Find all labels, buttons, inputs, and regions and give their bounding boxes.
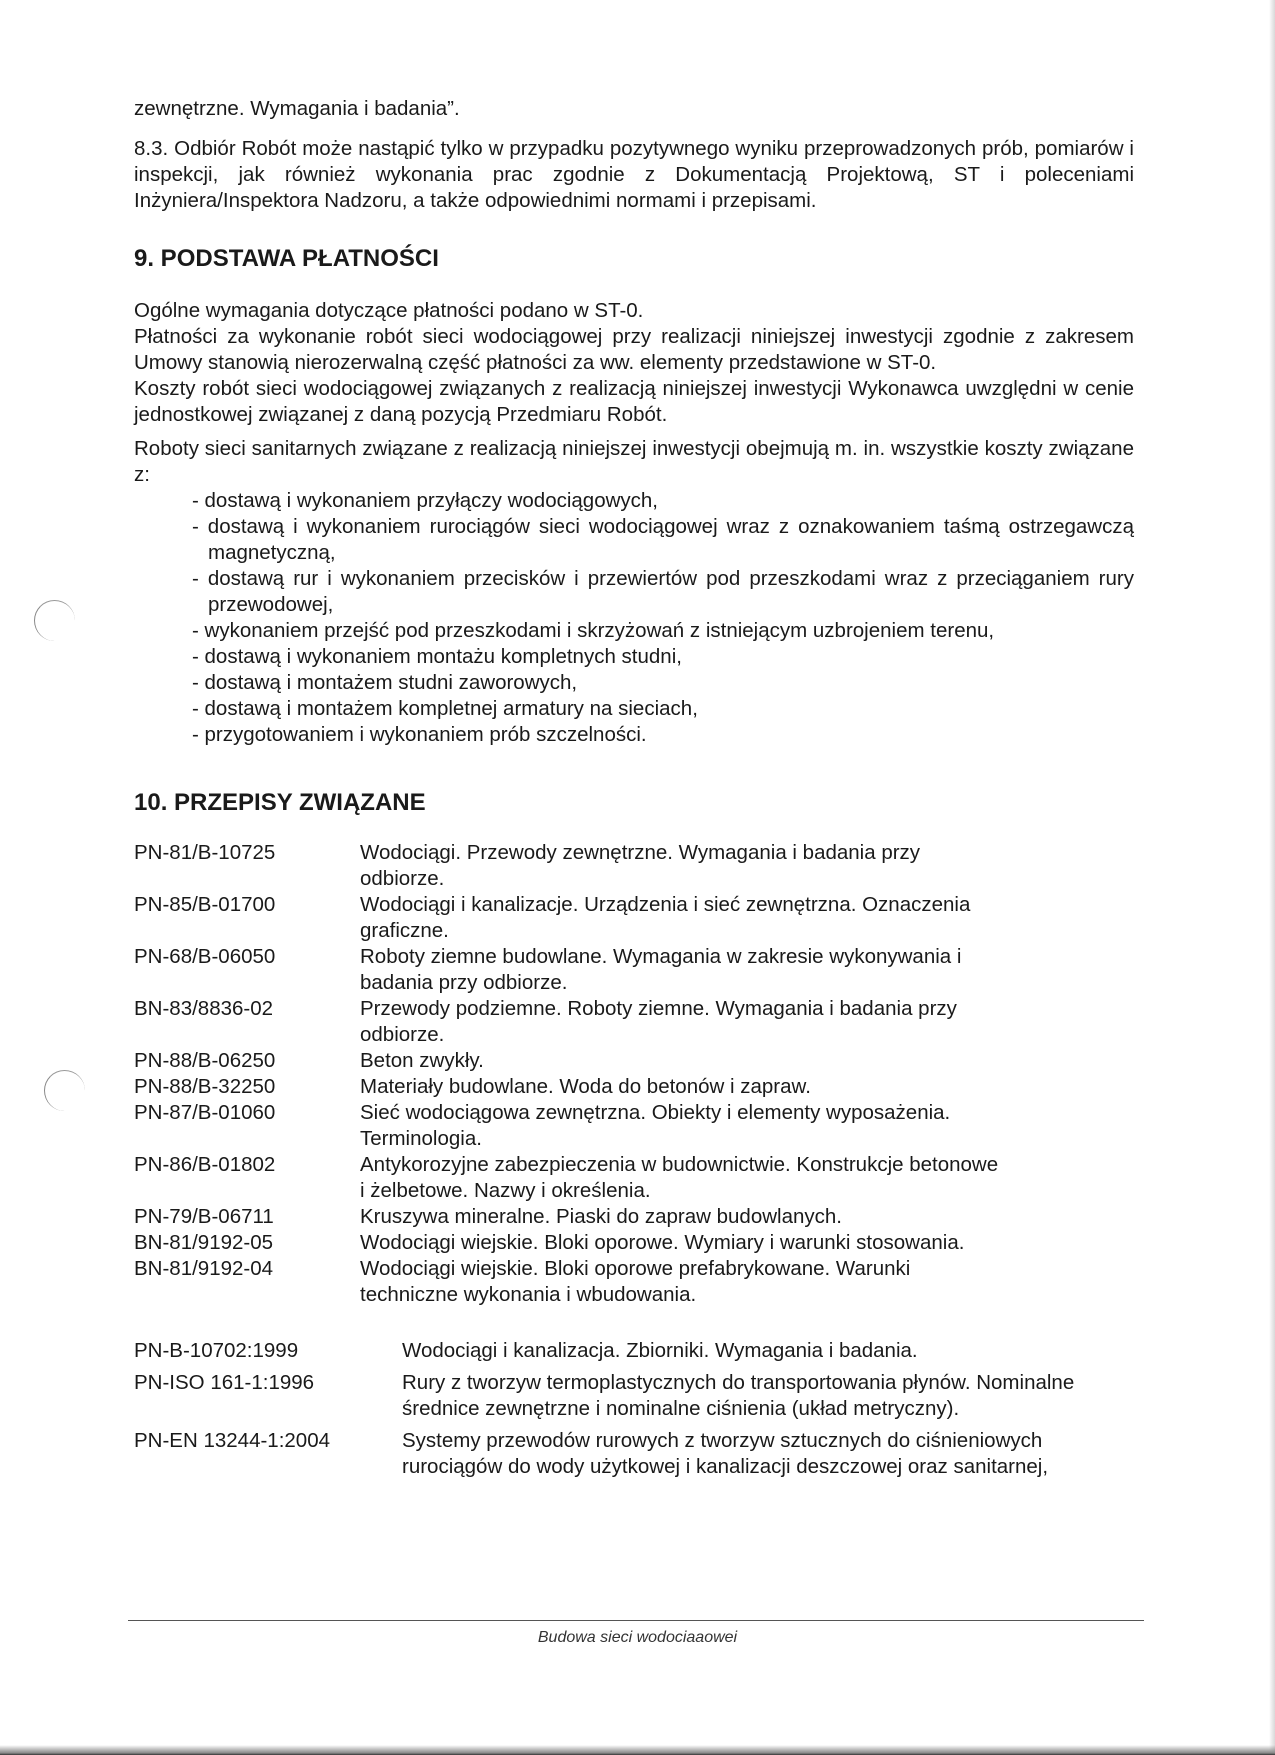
norm-row: [134, 1152, 1134, 1204]
norm-code: PN-79/B-06711: [134, 1205, 274, 1228]
norm-code: BN-81/9192-05: [134, 1231, 274, 1254]
footer-divider: [128, 1620, 1144, 1621]
norm-code: PN-B-10702:1999: [134, 1339, 299, 1362]
norm-description: Antykorozyjne zabezpieczenia w budownictwie. Konstrukcje betonowe i żelbetowe. Nazwy i określenia.: [360, 1153, 999, 1202]
norm-row: [134, 944, 1134, 996]
norm-description: Wodociągi i kanalizacja. Zbiorniki. Wymagania i badania.: [402, 1339, 918, 1362]
norm-row: [134, 1074, 1134, 1100]
punch-hole-mark: [44, 1070, 85, 1111]
section-10-heading: 10. PRZEPISY ZWIĄZANE: [134, 789, 426, 816]
norm-row: [134, 1230, 1134, 1256]
continued-text: zewnętrzne. Wymagania i badania”.: [134, 97, 460, 120]
section-9-paragraph-1: Ogólne wymagania dotyczące płatności podano w ST-0.: [134, 299, 644, 322]
norm-code: PN-EN 13244-1:2004: [134, 1429, 331, 1452]
paragraph-8-3: 8.3. Odbiór Robót może nastąpić tylko w przypadku pozytywnego wyniku przeprowadzonych prób, pomiarów i inspekcji, jak również wykonania prac zgodnie z Dokumentacją Projektową, ST i poleceniami Inżyniera/Inspektora Nadzoru, a także odpowiednimi normami i przepisami.: [134, 137, 1134, 212]
list-item: - przygotowaniem i wykonaniem prób szczelności.: [192, 723, 647, 746]
norm-row: [134, 1256, 1134, 1308]
page-footer: Budowa sieci wodociaaowei: [537, 1629, 738, 1646]
list-item: - dostawą i montażem studni zaworowych,: [192, 671, 578, 694]
norm-description: Sieć wodociągowa zewnętrzna. Obiekty i elementy wyposażenia. Terminologia.: [360, 1101, 951, 1150]
list-item: - wykonaniem przejść pod przeszkodami i skrzyżowań z istniejącym uzbrojeniem terenu,: [192, 619, 995, 642]
section-9-paragraph-4: Roboty sieci sanitarnych związane z realizacją niniejszej inwestycji obejmują m. in. wszystkie koszty związane z:: [134, 437, 1134, 486]
norm-description: Wodociągi wiejskie. Bloki oporowe prefabrykowane. Warunki techniczne wykonania i wbudowania.: [360, 1257, 911, 1306]
norm-description: Materiały budowlane. Woda do betonów i zapraw.: [360, 1075, 811, 1098]
norms-list: [134, 840, 1134, 1308]
norm-row: [134, 1338, 1134, 1364]
norm-code: BN-81/9192-04: [134, 1257, 274, 1280]
norm-description: Beton zwykły.: [360, 1049, 484, 1072]
section-9-paragraph-3: Koszty robót sieci wodociągowej związanych z realizacją niniejszej inwestycji Wykonawca uwzględni w cenie jednostkowej związanej z daną pozycją Przedmiaru Robót.: [134, 377, 1134, 426]
norm-code: PN-88/B-32250: [134, 1075, 276, 1098]
section-9-heading: 9. PODSTAWA PŁATNOŚCI: [134, 245, 439, 272]
norm-code: BN-83/8836-02: [134, 997, 274, 1020]
norm-code: PN-85/B-01700: [134, 893, 276, 916]
norm-row: [134, 1428, 1134, 1480]
punch-hole-mark: [34, 600, 75, 641]
norm-code: PN-81/B-10725: [134, 841, 276, 864]
norm-row: [134, 1370, 1134, 1422]
section-9-paragraph-2: Płatności za wykonanie robót sieci wodociągowej przy realizacji niniejszej inwestycji zgodnie z zakresem Umowy stanowią nierozerwalną część płatności za ww. elementy przedstawione w ST-0.: [134, 325, 1134, 374]
cost-items-list: [134, 488, 1134, 748]
norm-code: PN-68/B-06050: [134, 945, 276, 968]
norm-description: Rury z tworzyw termoplastycznych do transportowania płynów. Nominalne średnice zewnętrzne i nominalne ciśnienia (układ metryczny).: [402, 1371, 1075, 1420]
norm-row: [134, 1204, 1134, 1230]
norm-row: [134, 892, 1134, 944]
norm-code: PN-86/B-01802: [134, 1153, 276, 1176]
norm-description: Roboty ziemne budowlane. Wymagania w zakresie wykonywania i badania przy odbiorze.: [360, 945, 962, 994]
norm-description: Przewody podziemne. Roboty ziemne. Wymagania i badania przy odbiorze.: [360, 997, 957, 1046]
norms-list-continued: [134, 1338, 1134, 1480]
scan-shadow-bottom: [0, 1745, 1275, 1755]
norm-description: Wodociągi. Przewody zewnętrzne. Wymagania i badania przy odbiorze.: [360, 841, 921, 890]
list-item: - dostawą i montażem kompletnej armatury na sieciach,: [192, 697, 698, 720]
norm-row: [134, 840, 1134, 892]
page-content: [134, 96, 1134, 1480]
norm-row: [134, 996, 1134, 1048]
norm-row: [134, 1048, 1134, 1074]
norm-description: Wodociągi i kanalizacje. Urządzenia i sieć zewnętrzna. Oznaczenia graficzne.: [360, 893, 971, 942]
norm-code: PN-ISO 161-1:1996: [134, 1371, 315, 1394]
scan-shadow-right: [1269, 0, 1275, 1755]
list-item: - dostawą i wykonaniem montażu kompletnych studni,: [192, 645, 682, 668]
norm-description: Systemy przewodów rurowych z tworzyw sztucznych do ciśnieniowych rurociągów do wody użytkowej i kanalizacji deszczowej oraz sanitarnej,: [402, 1429, 1049, 1478]
list-item: - dostawą i wykonaniem rurociągów sieci wodociągowej wraz z oznakowaniem taśmą ostrzegawczą magnetyczną,: [192, 515, 1134, 564]
norm-code: PN-88/B-06250: [134, 1049, 276, 1072]
norm-description: Wodociągi wiejskie. Bloki oporowe. Wymiary i warunki stosowania.: [360, 1231, 965, 1254]
norm-code: PN-87/B-01060: [134, 1101, 276, 1124]
norm-description: Kruszywa mineralne. Piaski do zapraw budowlanych.: [360, 1205, 842, 1228]
norm-row: [134, 1100, 1134, 1152]
list-item: - dostawą rur i wykonaniem przecisków i przewiertów pod przeszkodami wraz z przeciąganiem rury przewodowej,: [192, 567, 1134, 616]
list-item: - dostawą i wykonaniem przyłączy wodociągowych,: [192, 489, 659, 512]
